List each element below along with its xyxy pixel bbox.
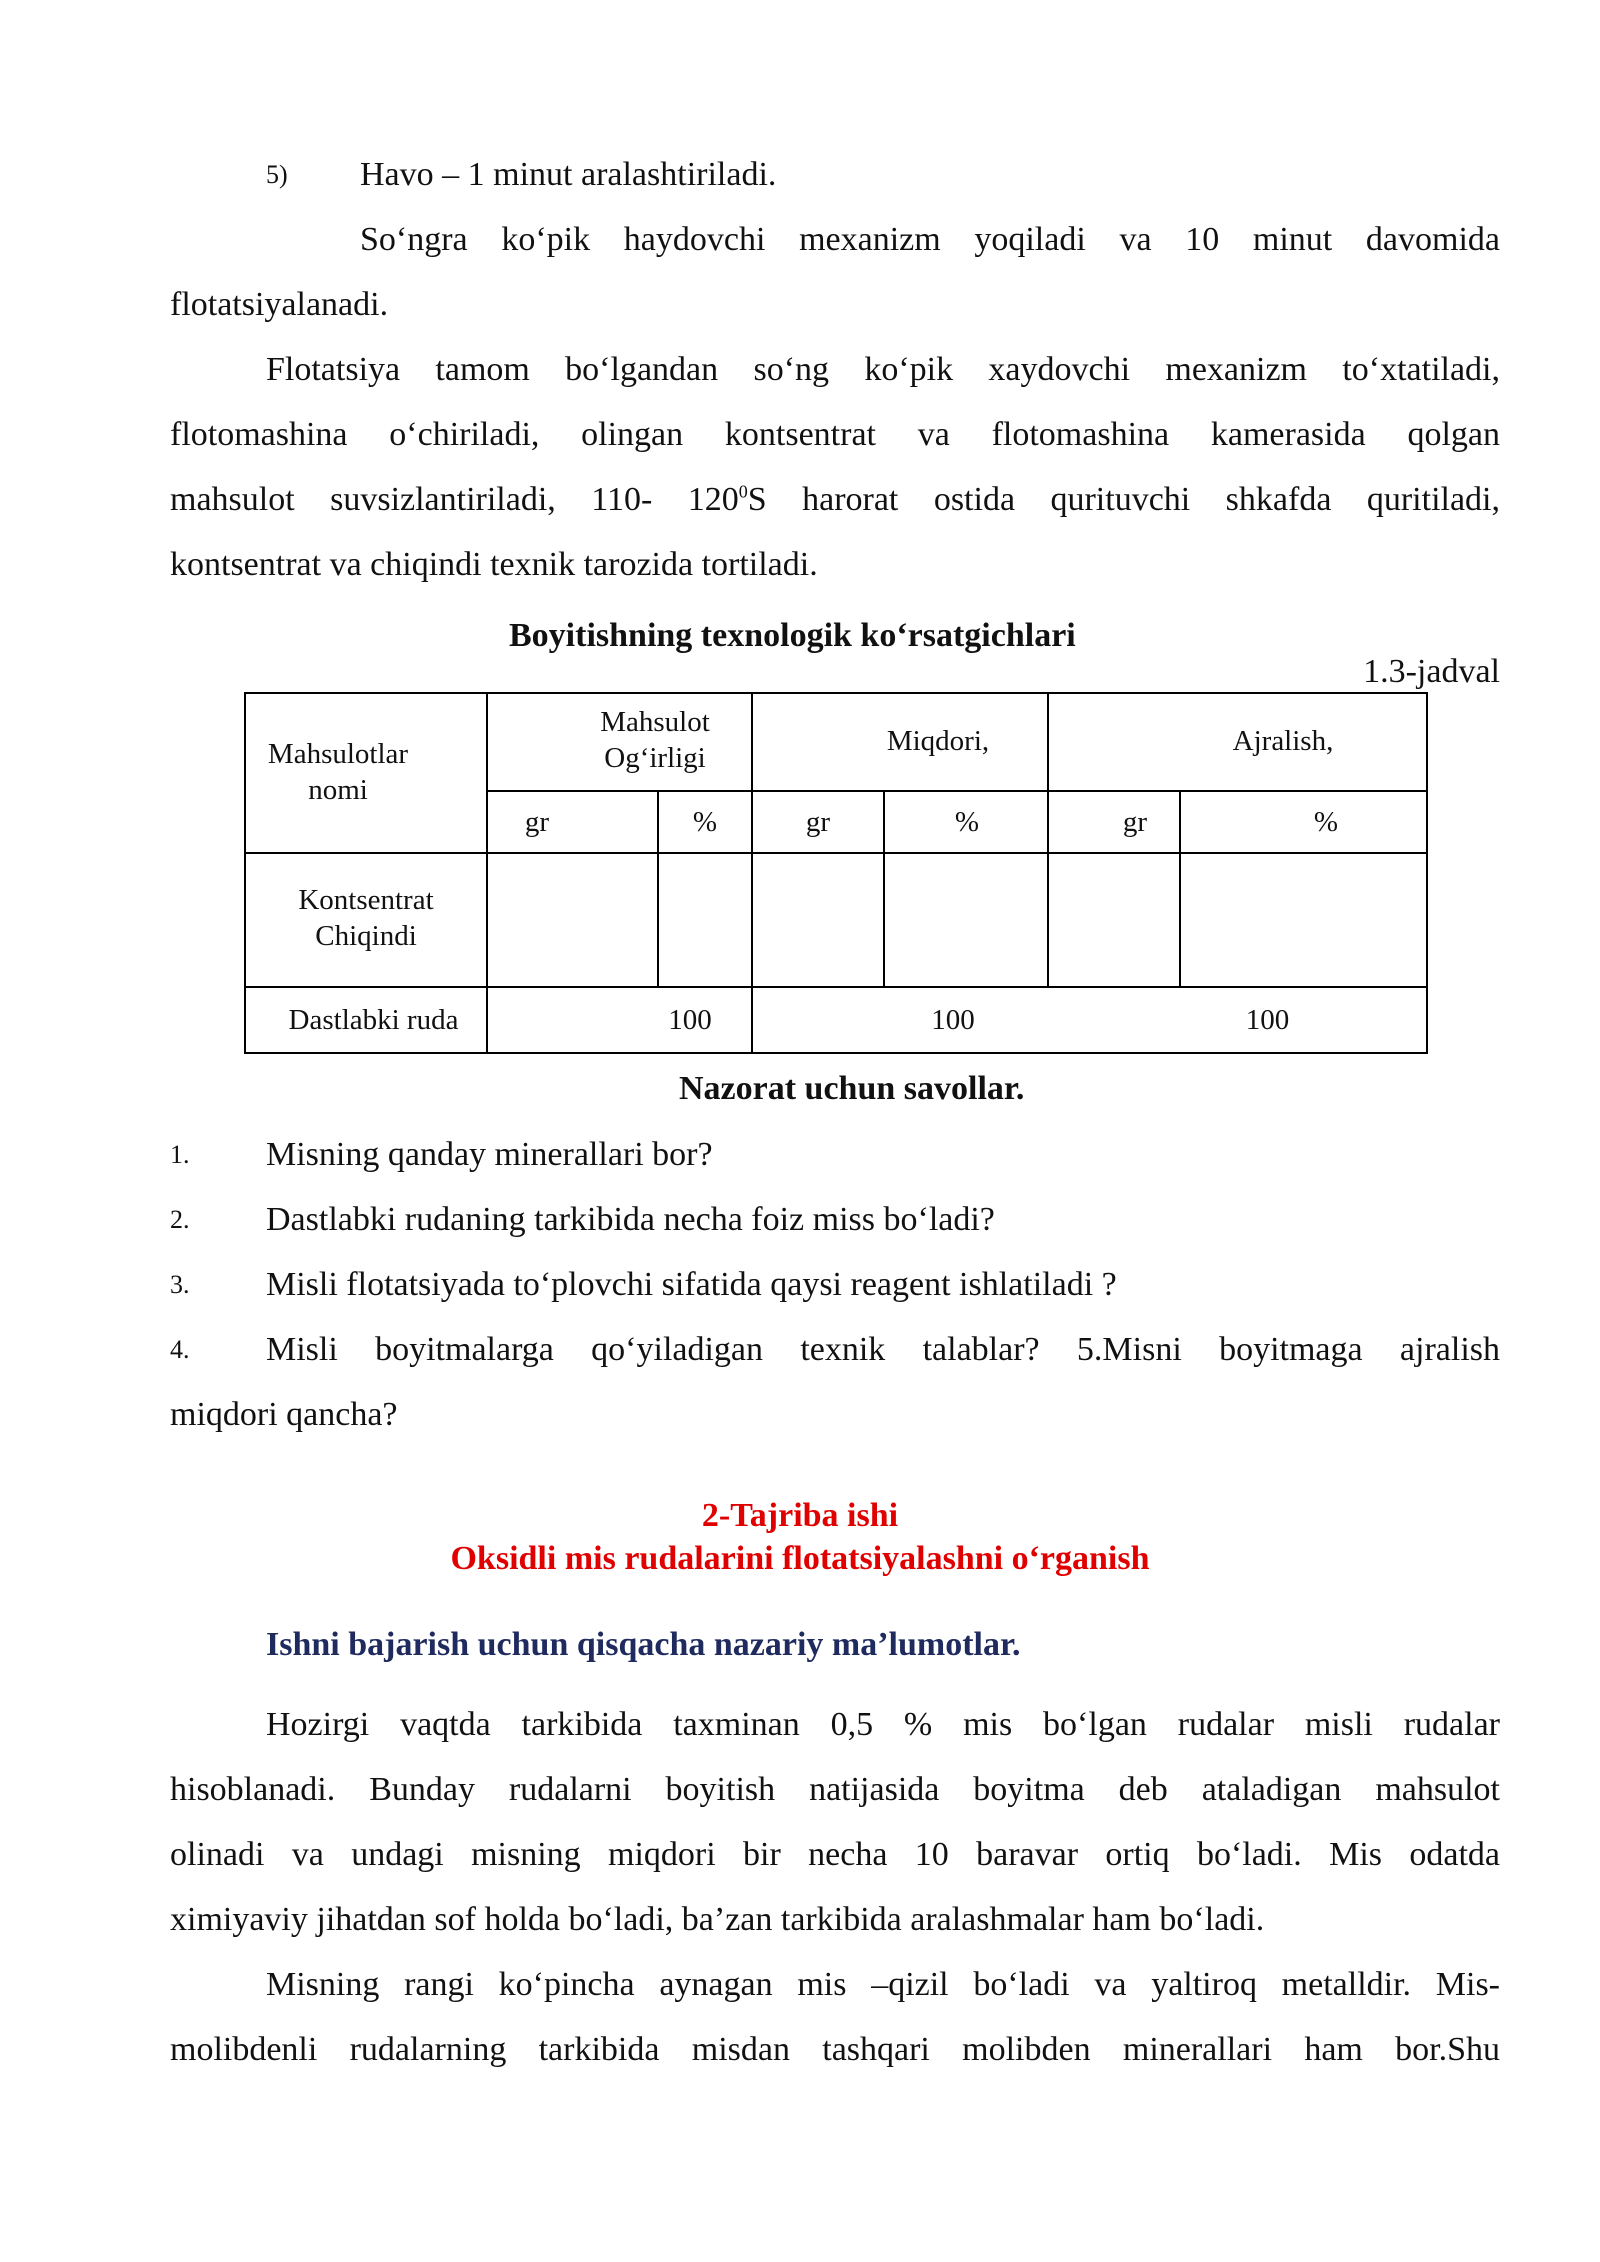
header-weight [560,704,750,776]
paragraph-line: molibdenli rudalarning tarkibida misdan tashqari molibden minerallari ham bor.Shu [170,2031,1500,2068]
superscript: 0 [738,481,748,502]
table-border [486,790,1428,792]
theory-heading: Ishni bajarish uchun qisqacha nazariy ma’lumotlar. [266,1626,1021,1663]
list-number: 2. [170,1205,190,1234]
total-row-label: Dastlabki ruda [288,1004,459,1036]
list-number: 4. [170,1335,190,1364]
subheader-percent: % [692,806,718,838]
questions-heading: Nazorat uchun savollar. [679,1070,1025,1107]
paragraph-line: flotatsiyalanadi. [170,286,389,323]
question-text: Misli flotatsiyada to‘plovchi sifatida qaysi reagent ishlatiladi ? [266,1266,1117,1303]
list-number: 1. [170,1140,190,1169]
paragraph-line: Flotatsiya tamom bo‘lgandan so‘ng ko‘pik xaydovchi mexanizm to‘xtatiladi, [266,351,1500,388]
paragraph-line: kontsentrat va chiqindi texnik tarozida tortiladi. [170,546,818,583]
list-number: 5) [266,160,288,189]
header-line: Mahsulotlar [267,738,409,770]
header-line: Og‘irligi [604,742,706,774]
text-span: S harorat ostida qurituvchi shkafda quritiladi, [747,481,1501,518]
paragraph-line: flotomashina o‘chiriladi, olingan kontsentrat va flotomashina kamerasida qolgan [170,416,1500,453]
total-weight-value: 100 [668,1004,712,1036]
subheader-gr: gr [524,806,550,838]
table-title: Boyitishning texnologik ko‘rsatgichlari [509,617,1076,654]
subheader-percent: % [1313,806,1339,838]
question-text: Misli boyitmalarga qo‘yiladigan texnik talablar? 5.Misni boyitmaga ajralish [266,1331,1500,1368]
question-text: Misning qanday minerallari bor? [266,1136,713,1173]
paragraph-line: Misning rangi ko‘pincha aynagan mis –qizil bo‘ladi va yaltiroq metalldir. Mis- [266,1966,1500,2003]
subheader-gr: gr [1122,806,1148,838]
table-border [244,1052,1428,1054]
total-content-value: 100 [931,1004,975,1036]
table-label: 1.3-jadval [1363,653,1500,690]
paragraph-line: ximiyaviy jihatdan sof holda bo‘ladi, ba’zan tarkibida aralashmalar ham bo‘ladi. [170,1901,1265,1938]
subheader-percent: % [954,806,980,838]
table-border [244,986,1428,988]
paragraph-line: Hozirgi vaqtda tarkibida taxminan 0,5 % mis bo‘lgan rudalar misli rudalar [266,1706,1500,1743]
header-line: Mahsulot [600,706,710,738]
table-border [486,692,488,1054]
product-name: Kontsentrat [298,884,434,916]
question-text-continued: miqdori qancha? [170,1396,398,1433]
product-name: Chiqindi [315,920,417,952]
step-text: Havo – 1 minut aralashtiriladi. [360,156,777,193]
paragraph-line: hisoblanadi. Bunday rudalarni boyitish natijasida boyitma deb ataladigan mahsulot [170,1771,1500,1808]
section-subtitle: Oksidli mis rudalarini flotatsiyalashni o‘rganish [450,1540,1150,1577]
header-products-name [246,736,430,808]
paragraph-line [170,480,1500,520]
table-border [244,692,1428,694]
header-recovery: Ajralish, [1232,725,1334,757]
text-span: mahsulot suvsizlantiriladi, 110- 120 [170,481,739,518]
product-names-cell [246,882,486,954]
header-line: nomi [308,774,368,806]
paragraph-line: olinadi va undagi misning miqdori bir necha 10 baravar ortiq bo‘ladi. Mis odatda [170,1836,1500,1873]
total-recovery-value: 100 [1245,1004,1290,1036]
question-text: Dastlabki rudaning tarkibida necha foiz miss bo‘ladi? [266,1201,995,1238]
table-border [244,852,1428,854]
list-number: 3. [170,1270,190,1299]
section-title: 2-Tajriba ishi [701,1497,899,1534]
header-content: Miqdori, [886,725,990,757]
paragraph-line: So‘ngra ko‘pik haydovchi mexanizm yoqiladi va 10 minut davomida [360,221,1500,258]
subheader-gr: gr [805,806,831,838]
